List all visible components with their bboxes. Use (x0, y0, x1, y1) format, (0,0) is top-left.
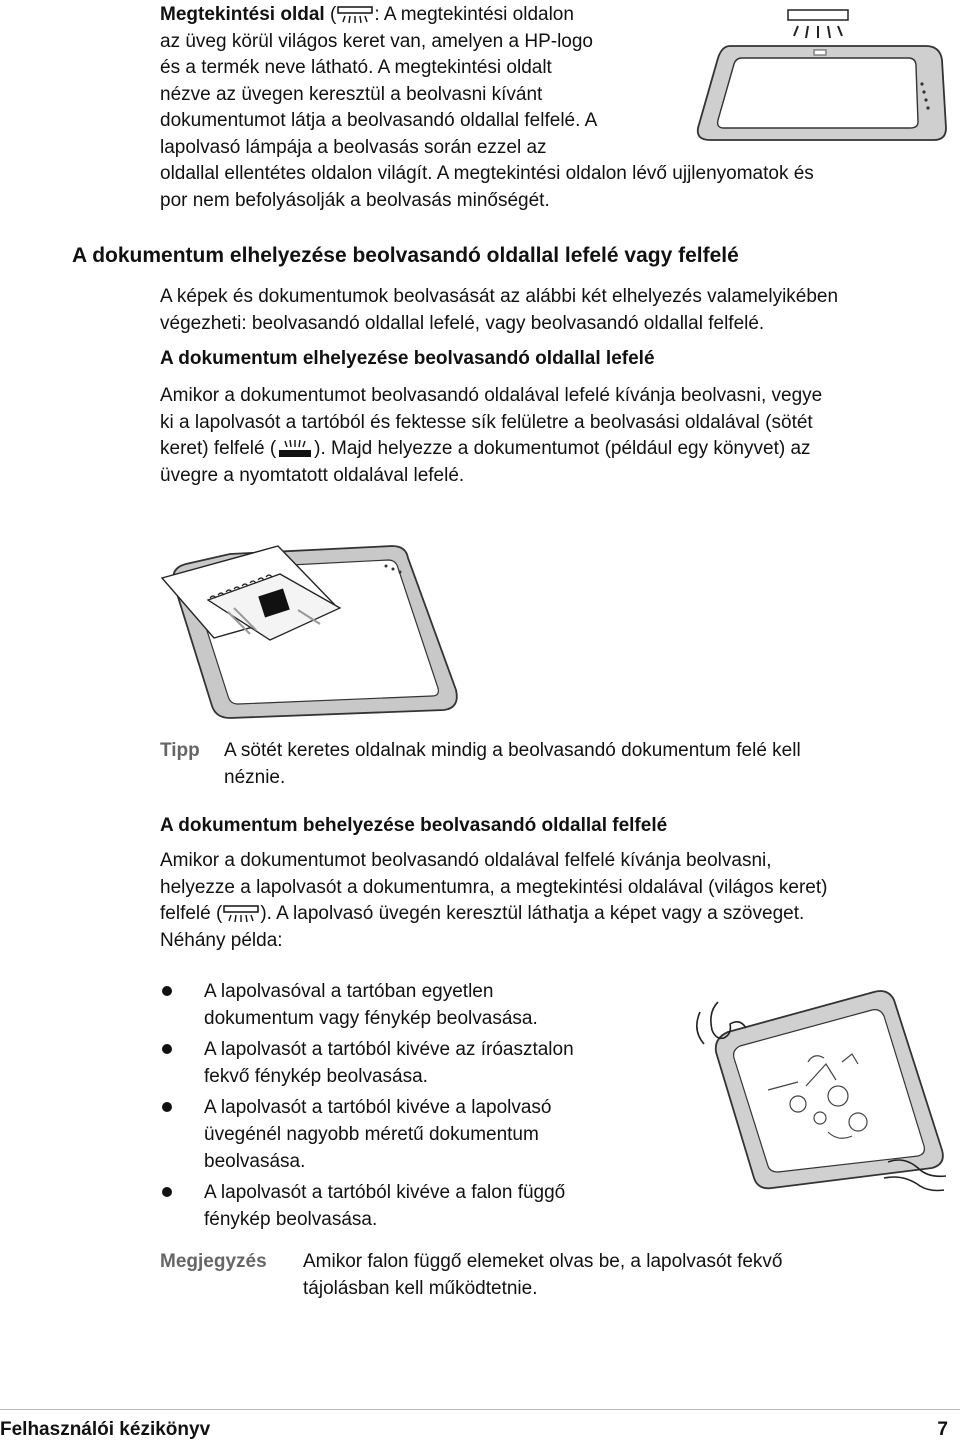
list-item: A lapolvasót a tartóból kivéve a falon függő fénykép beolvasása. (160, 1179, 660, 1233)
bullet-icon (162, 986, 172, 996)
scanner-view-side-illustration (690, 4, 950, 144)
section-title: A dokumentum elhelyezése beolvasandó oldallal lefelé vagy felfelé (72, 244, 739, 267)
scanner-hands-illustration (688, 982, 950, 1194)
page-number: 7 (937, 1419, 948, 1440)
light-frame-icon (336, 5, 374, 25)
list-item: A lapolvasóval a tartóban egyetlen dokumentum vagy fénykép beolvasása. (160, 978, 660, 1032)
scanner-face-down-illustration (160, 540, 470, 720)
face-up-title: A dokumentum behelyezése beolvasandó oldallal felfelé (160, 815, 668, 836)
footer-title: Felhasználói kézikönyv (0, 1419, 211, 1440)
tip-text: A sötét keretes oldalnak mindig a beolvasandó dokumentum felé kell néznie. (224, 740, 801, 788)
bullet-icon (162, 1187, 172, 1197)
intro-term: Megtekintési oldal (160, 4, 325, 25)
dark-frame-icon (276, 439, 314, 459)
face-down-title: A dokumentum elhelyezése beolvasandó oldallal lefelé (160, 348, 655, 369)
face-up-paragraph: Amikor a dokumentumot beolvasandó oldalával felfelé kívánja beolvasni, helyezze a lapolvasót a dokumentumra, a megtekintési oldalával (világos keret) felfelé ( ). A lapolvasó üvegén keresztül láthatja a képet vagy a szöveget. Néhány példa: (160, 850, 828, 951)
footer-rule (0, 1409, 960, 1410)
examples-list (160, 978, 660, 1237)
light-frame-icon (222, 904, 260, 924)
face-down-paragraph: Amikor a dokumentumot beolvasandó oldalával lefelé kívánja beolvasni, vegye ki a lapolvasót a tartóból és fektesse sík felületre a beolvasási oldalával (sötét keret) felfelé ( ). Majd helyezze a dokumentumot (például egy könyvet) az üvegre a nyomtatott oldalával lefelé. (160, 385, 823, 486)
note-label: Megjegyzés (160, 1251, 267, 1272)
note-text: Amikor falon függő elemeket olvas be, a lapolvasót fekvő tájolásban kell működtetnie. (303, 1251, 783, 1299)
list-item: A lapolvasót a tartóból kivéve az íróasztalon fekvő fénykép beolvasása. (160, 1036, 660, 1090)
intro-paragraph: Megtekintési oldal ( : A megtekintési oldalon az üveg körül világos keret van, amelyen a HP-logo és a termék neve látható. A megtekintési oldalt nézve az üvegen keresztül a beolvasni kívánt dokumentumot látja a beolvasandó oldallal felfelé. A lapolvasó lámpája a beolvasás során ezzel az oldallal ellentétes oldalon világít. A megtekintési oldalon lévő ujjlenyomatok és por nem befolyásolják a beolvasás minőségét. (160, 4, 814, 211)
tip-label: Tipp (160, 740, 200, 761)
list-item: A lapolvasót a tartóból kivéve a lapolvasó üvegénél nagyobb méretű dokumentum beolvasása. (160, 1094, 660, 1175)
section-intro: A képek és dokumentumok beolvasását az alábbi két elhelyezés valamelyikében végezheti: beolvasandó oldallal lefelé, vagy beolvasandó oldallal felfelé. (160, 286, 839, 334)
bullet-icon (162, 1044, 172, 1054)
bullet-icon (162, 1102, 172, 1112)
